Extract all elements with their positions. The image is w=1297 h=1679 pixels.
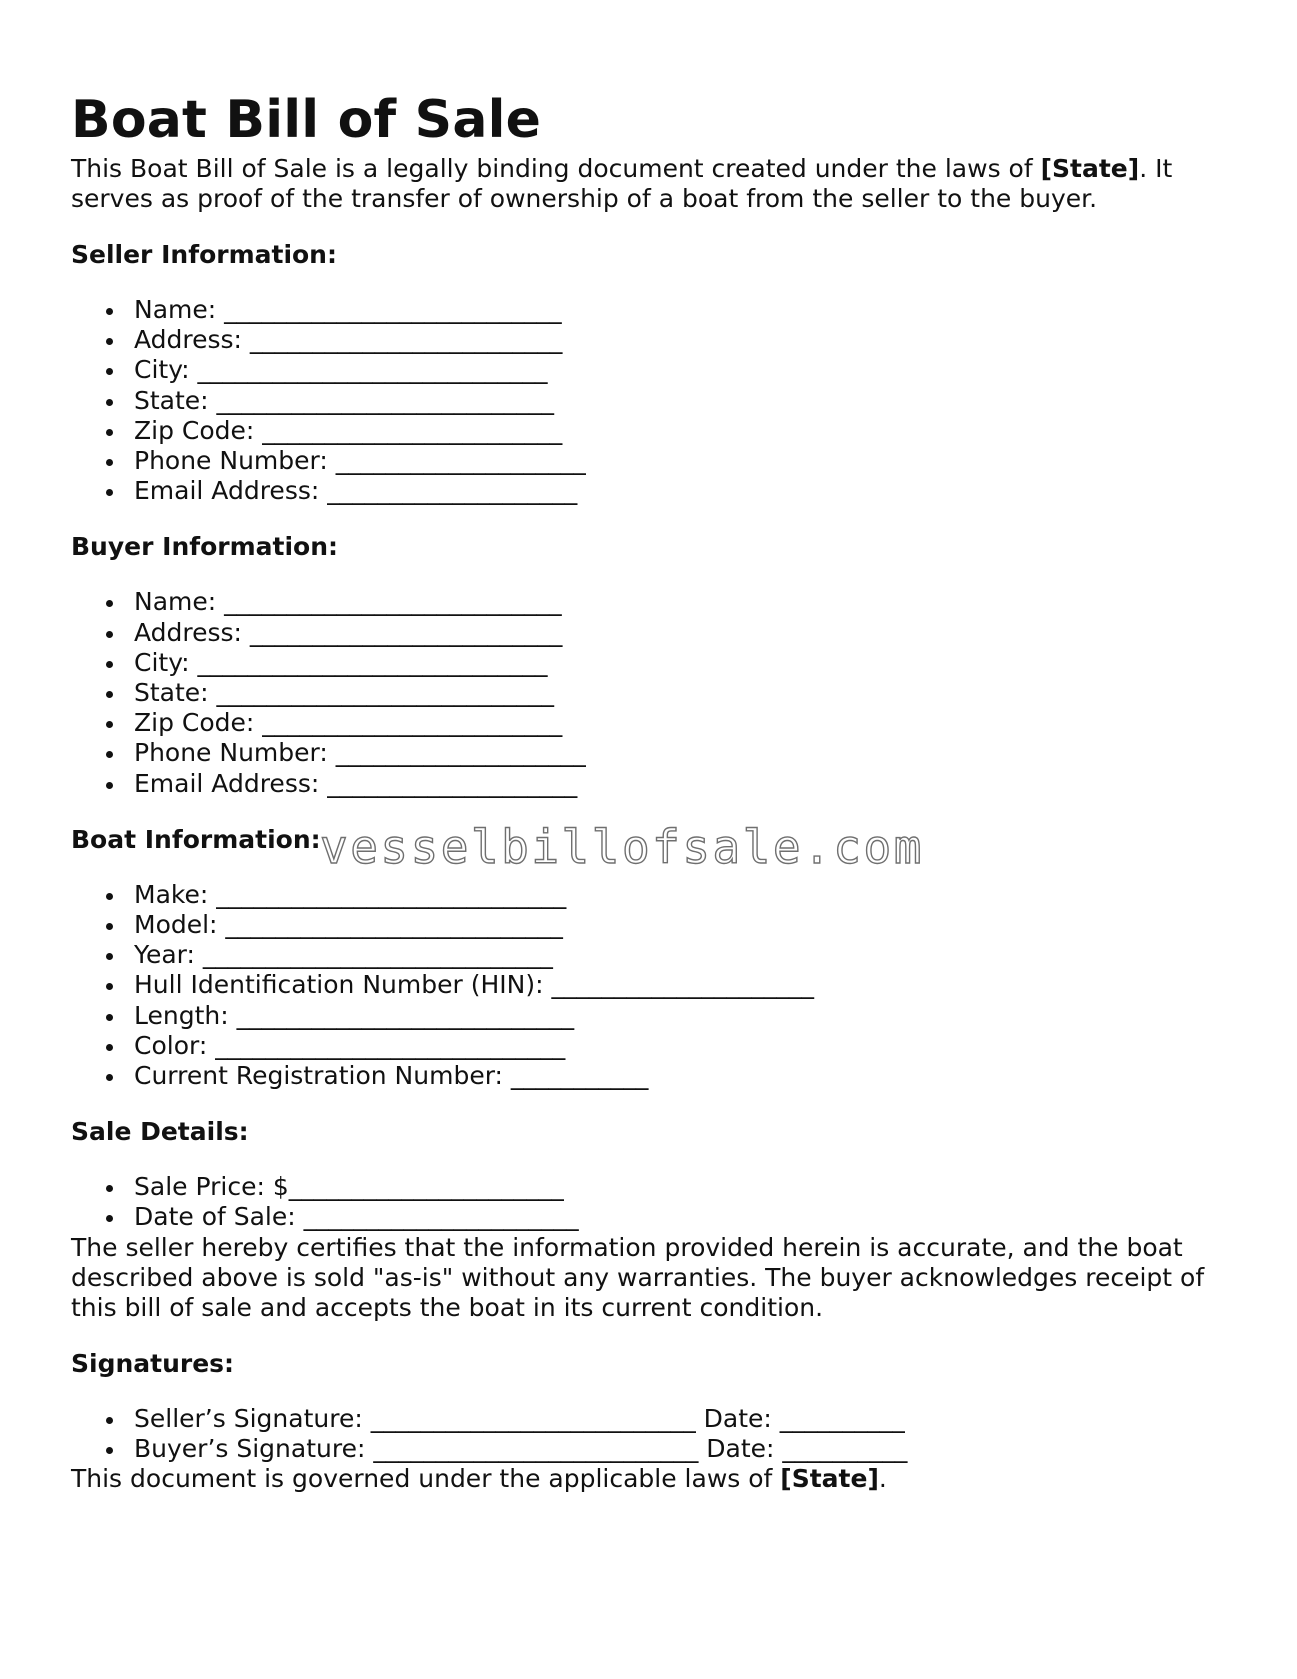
seller-signature-field[interactable]: Seller’s Signature: __________________________ Date: __________ (134, 1404, 1231, 1434)
closing-state-placeholder: [State] (780, 1464, 879, 1494)
certification-paragraph: The seller hereby certifies that the information provided herein is accurate, and the boat described above is sold "as-is" without any warranties. The buyer acknowledges receipt of this bill of sale and accepts the boat in its current condition. (71, 1232, 1205, 1322)
seller-name-field[interactable]: Name: ___________________________ (134, 295, 1231, 325)
buyer-zip-field[interactable]: Zip Code: ________________________ (134, 708, 1231, 738)
boat-registration-field[interactable]: Current Registration Number: ___________ (134, 1061, 1231, 1091)
buyer-signature-field[interactable]: Buyer’s Signature: __________________________ Date: __________ (134, 1434, 1231, 1464)
boat-heading: Boat Information: (71, 824, 321, 854)
buyer-city-field[interactable]: City: ____________________________ (134, 648, 1231, 678)
buyer-email-field[interactable]: Email Address: ____________________ (134, 769, 1231, 799)
closing-text-before: This document is governed under the applicable laws of (71, 1464, 781, 1494)
boat-length-field[interactable]: Length: ___________________________ (134, 1001, 1231, 1031)
seller-state-field[interactable]: State: ___________________________ (134, 386, 1231, 416)
seller-email-field[interactable]: Email Address: ____________________ (134, 476, 1231, 506)
intro-state-placeholder: [State] (1040, 154, 1140, 183)
buyer-state-field[interactable]: State: ___________________________ (134, 678, 1231, 708)
boat-hin-field[interactable]: Hull Identification Number (HIN): _____________________ (134, 970, 1231, 1000)
buyer-name-field[interactable]: Name: ___________________________ (134, 587, 1231, 617)
intro-text-before: This Boat Bill of Sale is a legally binding document created under the laws of (71, 154, 1041, 183)
seller-phone-field[interactable]: Phone Number: ____________________ (134, 446, 1231, 476)
buyer-phone-field[interactable]: Phone Number: ____________________ (134, 738, 1231, 768)
watermark-text: vesselbillofsale.com (320, 820, 924, 874)
closing-paragraph (71, 1464, 1231, 1494)
sale-price-field[interactable]: Sale Price: $______________________ (134, 1172, 1231, 1202)
buyer-address-field[interactable]: Address: _________________________ (134, 618, 1231, 648)
seller-address-field[interactable]: Address: _________________________ (134, 325, 1231, 355)
buyer-fields (71, 587, 1231, 798)
boat-color-field[interactable]: Color: ____________________________ (134, 1031, 1231, 1061)
sale-date-field[interactable]: Date of Sale: ______________________ (134, 1202, 1231, 1232)
intro-paragraph (71, 154, 1231, 214)
seller-fields (71, 295, 1231, 506)
closing-text-after: . (878, 1464, 887, 1494)
sale-heading: Sale Details: (71, 1117, 249, 1147)
signatures-heading: Signatures: (71, 1348, 235, 1378)
boat-model-field[interactable]: Model: ___________________________ (134, 910, 1231, 940)
document-title: Boat Bill of Sale (71, 90, 542, 150)
intro-text-after: . It serves as proof of the transfer of ownership of a boat from the seller to the buyer. (71, 154, 1173, 213)
sale-fields (71, 1172, 1231, 1232)
boat-make-field[interactable]: Make: ____________________________ (134, 880, 1231, 910)
buyer-heading: Buyer Information: (71, 532, 339, 562)
signature-fields (71, 1404, 1231, 1464)
boat-year-field[interactable]: Year: ____________________________ (134, 940, 1231, 970)
boat-fields (71, 880, 1231, 1091)
seller-city-field[interactable]: City: ____________________________ (134, 355, 1231, 385)
seller-heading: Seller Information: (71, 240, 337, 269)
seller-zip-field[interactable]: Zip Code: ________________________ (134, 416, 1231, 446)
document-page (71, 86, 1231, 1494)
